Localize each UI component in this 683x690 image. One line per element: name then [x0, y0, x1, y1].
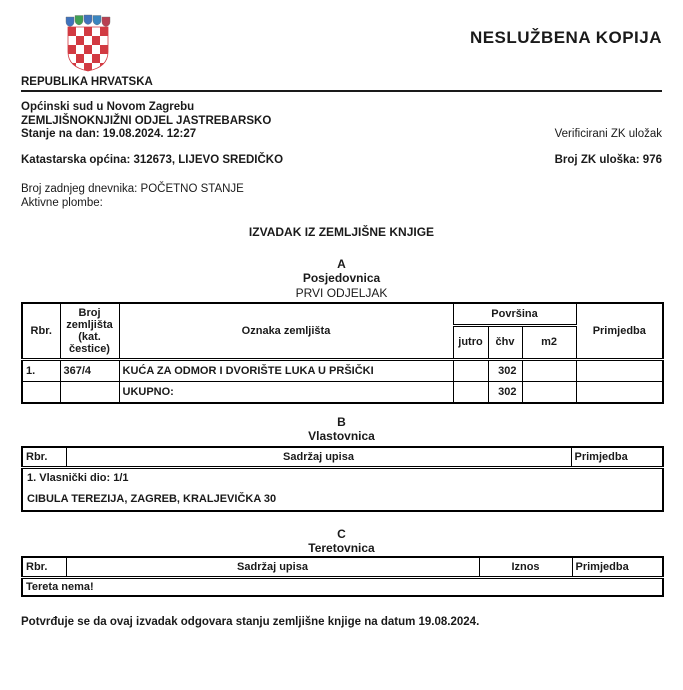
encumbrance-col-amount: Iznos [479, 557, 572, 577]
section-a-heading [21, 257, 662, 301]
parcel-jutro [453, 359, 488, 381]
section-a-name: Posjedovnica [302, 271, 381, 285]
col-header-land-designation: Oznaka zemljišta [119, 303, 453, 359]
cadastral-municipality: Katastarska općina: 312673, LIJEVO SREDIČKO [21, 153, 284, 166]
total-m2 [522, 381, 576, 403]
verified-folio-label: Verificirani ZK uložak [554, 128, 662, 140]
section-b-letter: B [337, 415, 346, 429]
col-header-remark: Primjedba [576, 303, 663, 359]
section-a-subtitle: PRVI ODJELJAK [295, 286, 388, 300]
ownership-entry-row [22, 467, 663, 511]
encumbrance-col-remark: Primjedba [572, 557, 663, 577]
possession-sheet-table [21, 302, 664, 404]
total-label: UKUPNO: [119, 381, 453, 403]
total-remark [576, 381, 663, 403]
section-a-letter: A [337, 257, 346, 271]
court-info-left [21, 101, 271, 142]
active-seals: Aktivne plombe: [21, 196, 103, 209]
section-b-name: Vlastovnica [308, 429, 375, 443]
ownership-share: 1. Vlasnički dio: 1/1 [27, 471, 129, 484]
section-b-heading [21, 415, 662, 444]
parcel-chv: 302 [488, 359, 522, 381]
total-jutro [453, 381, 488, 403]
ownership-col-remark: Primjedba [571, 447, 663, 467]
section-c-letter: C [337, 527, 346, 541]
confirmation-statement: Potvrđuje se da ovaj izvadak odgovara stanju zemljišne knjige na datum 19.08.2024. [21, 616, 480, 628]
court-info-row [21, 101, 662, 142]
country-name: REPUBLIKA HRVATSKA [21, 76, 153, 88]
col-header-chv: čhv [488, 325, 522, 359]
total-number [60, 381, 119, 403]
no-encumbrance-note: Tereta nema! [22, 577, 663, 596]
total-row [22, 381, 663, 403]
croatia-coat-of-arms-icon [65, 14, 111, 72]
encumbrance-col-rbr: Rbr. [22, 557, 66, 577]
col-header-jutro: jutro [453, 325, 488, 359]
cadastral-row [21, 154, 662, 168]
document-header [21, 14, 662, 74]
unofficial-copy-label: NESLUŽBENA KOPIJA [469, 28, 662, 47]
parcel-rbr: 1. [22, 359, 60, 381]
folio-number: Broj ZK uloška: 976 [554, 153, 662, 166]
ownership-col-rbr: Rbr. [22, 447, 66, 467]
parcel-number: 367/4 [60, 359, 119, 381]
encumbrance-sheet-table [21, 556, 664, 597]
parcel-row [22, 359, 663, 381]
ownership-sheet-table [21, 446, 664, 512]
col-header-m2: m2 [522, 325, 576, 359]
encumbrance-entry-row [22, 577, 663, 596]
court-name: Općinski sud u Novom Zagrebu [21, 101, 195, 113]
total-chv: 302 [488, 381, 522, 403]
section-c-heading [21, 527, 662, 556]
last-journal-number: Broj zadnjeg dnevnika: POČETNO STANJE [21, 183, 244, 195]
total-rbr [22, 381, 60, 403]
coat-crown [66, 15, 110, 27]
owner-name-address: CIBULA TEREZIJA, ZAGREB, KRALJEVIČKA 30 [27, 492, 277, 505]
land-registry-department: ZEMLJIŠNOKNJIŽNI ODJEL JASTREBARSKO [21, 114, 272, 127]
parcel-m2 [522, 359, 576, 381]
parcel-designation: KUĆA ZA ODMOR I DVORIŠTE LUKA U PRŠIČKI [119, 359, 453, 381]
ownership-entry [22, 467, 663, 511]
col-header-rbr: Rbr. [22, 303, 60, 359]
document-title: IZVADAK IZ ZEMLJIŠNE KNJIGE [248, 225, 435, 239]
status-date: Stanje na dan: 19.08.2024. 12:27 [21, 128, 197, 140]
journal-block [21, 183, 662, 210]
col-header-parcel-number: Broj zemljišta (kat. čestice) [60, 303, 119, 359]
parcel-remark [576, 359, 663, 381]
ownership-col-content: Sadržaj upisa [66, 447, 571, 467]
encumbrance-col-content: Sadržaj upisa [66, 557, 479, 577]
section-c-name: Teretovnica [308, 541, 375, 555]
header-divider [21, 90, 662, 92]
col-header-area-group: Površina [453, 303, 576, 325]
